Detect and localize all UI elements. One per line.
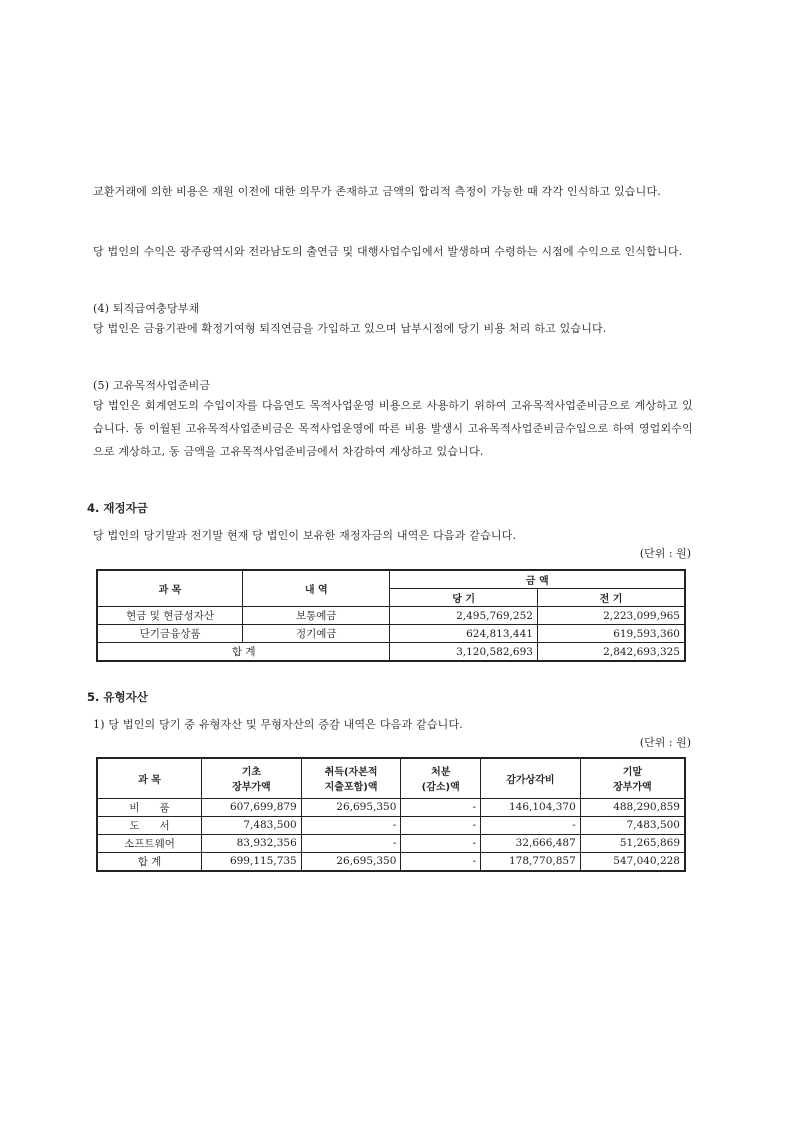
cell-total-disposal: - bbox=[401, 852, 481, 871]
header-closing bbox=[580, 758, 685, 798]
retirement-title: (4) 퇴직급여충당부채 bbox=[93, 302, 200, 315]
header-opening-line2: 장부가액 bbox=[232, 782, 271, 794]
cell-account: 현금 및 현금성자산 bbox=[97, 607, 243, 625]
cell-total-depreciation: 178,770,857 bbox=[481, 852, 581, 871]
cell-account: 비 품 bbox=[97, 798, 202, 816]
retirement-section bbox=[93, 297, 693, 340]
cell-account: 소프트웨어 bbox=[97, 834, 202, 852]
cell-detail: 정기예금 bbox=[243, 625, 390, 643]
cell-current: 2,495,769,252 bbox=[390, 607, 538, 625]
cell-total-label: 합 계 bbox=[97, 643, 390, 662]
cell-opening: 607,699,879 bbox=[202, 798, 302, 816]
header-closing-line1: 기말 bbox=[622, 767, 643, 779]
header-account: 과 목 bbox=[97, 758, 202, 798]
table-total-row bbox=[97, 643, 685, 662]
paragraph-text: 당 법인의 수익은 광주광역시와 전라남도의 출연금 및 대행사업수입에서 발생하며 수령하는 시점에 수익으로 인식합니다. bbox=[93, 245, 683, 258]
header-acquisition-line2: 지출포함)액 bbox=[324, 782, 378, 794]
table-row bbox=[97, 834, 685, 852]
header-depreciation: 감가상각비 bbox=[481, 758, 581, 798]
section5-heading: 5. 유형자산 bbox=[87, 690, 148, 704]
paragraph-text: 교환거래에 의한 비용은 재원 이전에 대한 의무가 존재하고 금액의 합리적 측정이 가능한 때 각각 인식하고 있습니다. bbox=[93, 185, 661, 198]
section5-unit: (단위 : 원) bbox=[639, 736, 691, 749]
cell-depreciation: - bbox=[481, 816, 581, 834]
cell-acquisition: - bbox=[301, 834, 401, 852]
cell-current: 624,813,441 bbox=[390, 625, 538, 643]
financial-funds-table bbox=[96, 569, 686, 662]
header-amount: 금 액 bbox=[390, 570, 685, 589]
paragraph-exchange-cost bbox=[93, 180, 693, 203]
cell-total-prior: 2,842,693,325 bbox=[537, 643, 685, 662]
section4-intro: 당 법인의 당기말과 전기말 현재 당 법인이 보유한 재정자금의 내역은 다음과 같습니다. bbox=[93, 529, 517, 542]
header-disposal-line1: 처분 bbox=[431, 767, 451, 779]
cell-acquisition: 26,695,350 bbox=[301, 798, 401, 816]
header-detail: 내 역 bbox=[243, 570, 390, 607]
section4-unit: (단위 : 원) bbox=[639, 547, 691, 560]
reserve-title: (5) 고유목적사업준비금 bbox=[93, 379, 211, 392]
section4-heading: 4. 재정자금 bbox=[87, 501, 148, 515]
cell-total-label: 합 계 bbox=[97, 852, 202, 871]
retirement-body: 당 법인은 금융기관에 확정기여형 퇴직연금을 가입하고 있으며 납부시점에 당기 비용 처리 하고 있습니다. bbox=[93, 322, 607, 335]
cell-total-opening: 699,115,735 bbox=[202, 852, 302, 871]
cell-disposal: - bbox=[401, 798, 481, 816]
cell-total-closing: 547,040,228 bbox=[580, 852, 685, 871]
cell-closing: 51,265,869 bbox=[580, 834, 685, 852]
table-row bbox=[97, 816, 685, 834]
cell-closing: 7,483,500 bbox=[580, 816, 685, 834]
cell-closing: 488,290,859 bbox=[580, 798, 685, 816]
cell-prior: 619,593,360 bbox=[537, 625, 685, 643]
header-account: 과 목 bbox=[97, 570, 243, 607]
cell-detail: 보통예금 bbox=[243, 607, 390, 625]
reserve-body: 당 법인은 회계연도의 수입이자를 다음연도 목적사업운영 비용으로 사용하기 위하여 고유목적사업준비금으로 계상하고 있습니다. 동 이월된 고유목적사업준비금은 목적사업운영에 따른 비용 발생시 고유목적사업준비금수입으로 하여 영업외수익으로 계상하고, 동 금액을 고유목적사업준비금에서 차감하여 계상하고 있습니다. bbox=[93, 399, 693, 458]
table-total-row bbox=[97, 852, 685, 871]
tangible-assets-table bbox=[96, 757, 686, 872]
table-row bbox=[97, 798, 685, 816]
cell-account: 도 서 bbox=[97, 816, 202, 834]
header-acquisition bbox=[301, 758, 401, 798]
cell-opening: 83,932,356 bbox=[202, 834, 302, 852]
cell-prior: 2,223,099,965 bbox=[537, 607, 685, 625]
cell-total-acquisition: 26,695,350 bbox=[301, 852, 401, 871]
cell-disposal: - bbox=[401, 834, 481, 852]
cell-total-current: 3,120,582,693 bbox=[390, 643, 538, 662]
header-acquisition-line1: 취득(자본적 bbox=[324, 767, 378, 779]
cell-depreciation: 146,104,370 bbox=[481, 798, 581, 816]
table-row bbox=[97, 625, 685, 643]
header-opening bbox=[202, 758, 302, 798]
header-closing-line2: 장부가액 bbox=[613, 782, 652, 794]
header-disposal bbox=[401, 758, 481, 798]
cell-acquisition: - bbox=[301, 816, 401, 834]
header-current: 당 기 bbox=[390, 589, 538, 607]
cell-account: 단기금융상품 bbox=[97, 625, 243, 643]
header-opening-line1: 기초 bbox=[241, 767, 262, 779]
cell-disposal: - bbox=[401, 816, 481, 834]
cell-opening: 7,483,500 bbox=[202, 816, 302, 834]
reserve-section bbox=[93, 374, 693, 463]
cell-depreciation: 32,666,487 bbox=[481, 834, 581, 852]
section5-intro: 1) 당 법인의 당기 중 유형자산 및 무형자산의 증감 내역은 다음과 같습니다. bbox=[93, 718, 464, 731]
header-prior: 전 기 bbox=[537, 589, 685, 607]
table-row bbox=[97, 607, 685, 625]
header-disposal-line2: (감소)액 bbox=[421, 782, 460, 794]
paragraph-revenue bbox=[93, 240, 693, 263]
